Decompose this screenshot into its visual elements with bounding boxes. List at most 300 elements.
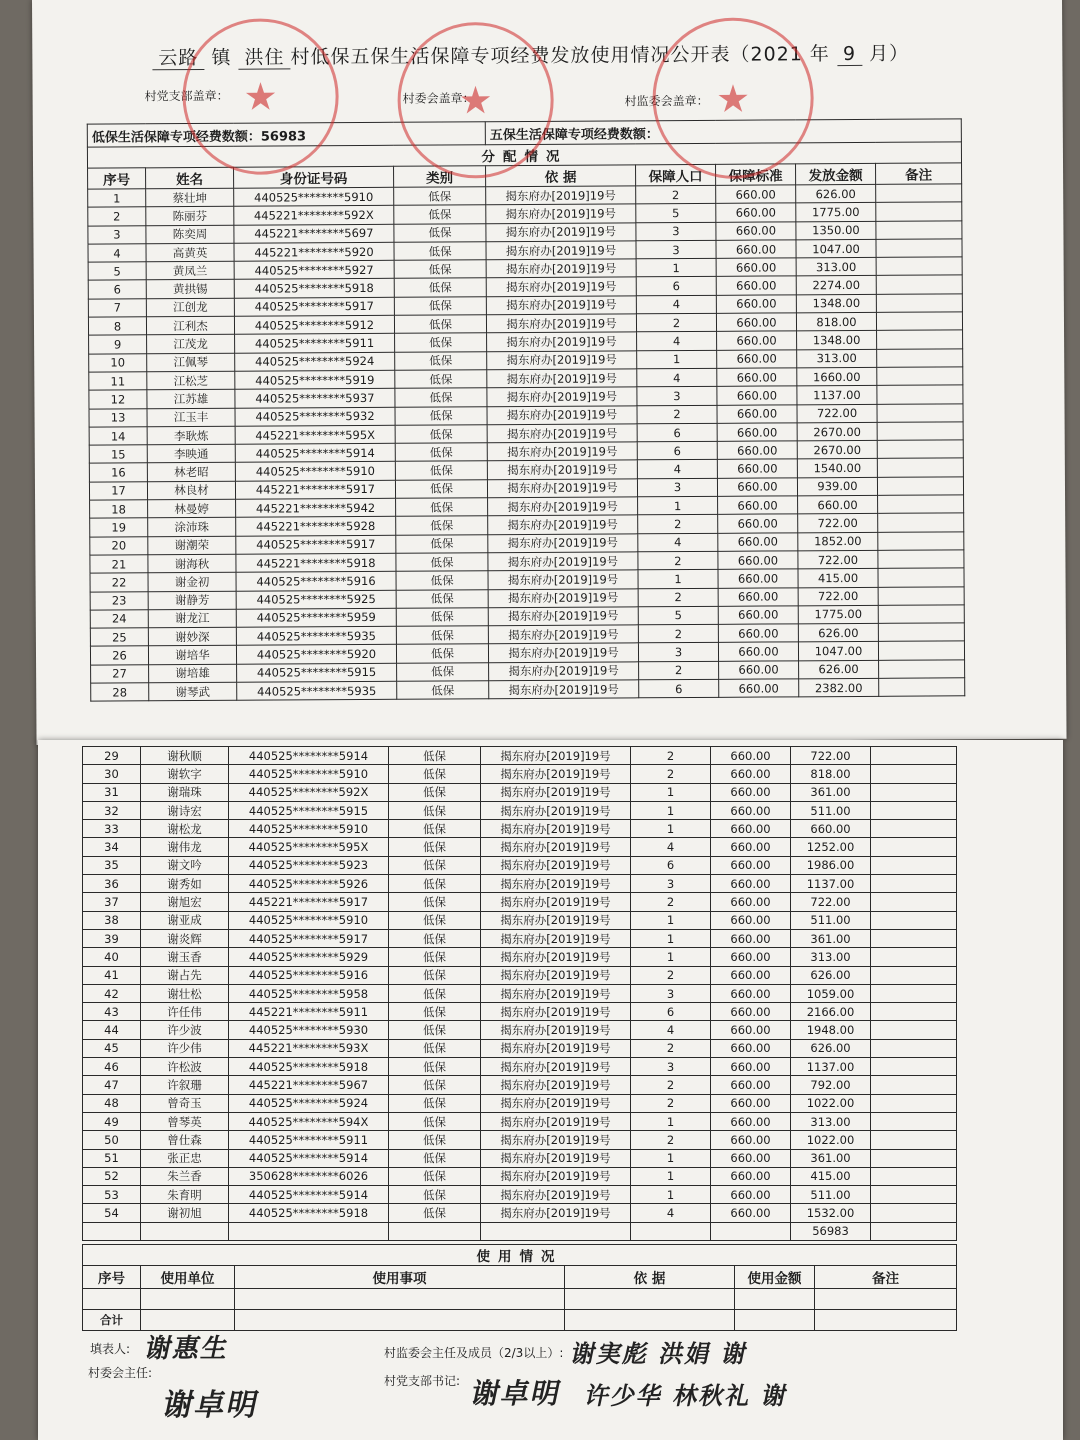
row-number: 15: [89, 445, 147, 464]
person-name: 朱育明: [141, 1186, 229, 1204]
household-size: 2: [638, 551, 718, 570]
table-row: [83, 1076, 957, 1094]
person-name: 许少波: [141, 1021, 229, 1039]
basis: 揭东府办[2019]19号: [481, 875, 631, 893]
village-name: 洪住: [238, 46, 290, 69]
note-cell: [876, 184, 962, 203]
town-name: 云路: [152, 47, 204, 70]
basis: 揭东府办[2019]19号: [487, 442, 637, 461]
note-cell: [877, 477, 963, 496]
basis: 揭东府办[2019]19号: [481, 893, 631, 911]
row-number: 11: [89, 372, 147, 391]
payment-amount: 1137.00: [797, 386, 877, 405]
person-name: 谢壮松: [141, 984, 229, 1002]
distribution-table-part2: [82, 746, 957, 1241]
category: 低保: [395, 351, 487, 370]
basis: 揭东府办[2019]19号: [486, 277, 636, 296]
category: 低保: [397, 681, 489, 700]
note-cell: [876, 220, 962, 239]
person-name: 许任伟: [141, 1003, 229, 1021]
household-size: 3: [637, 478, 717, 497]
table-row: [83, 1186, 957, 1204]
table-row: [83, 1094, 957, 1112]
household-size: 3: [631, 1058, 711, 1076]
category: 低保: [395, 333, 487, 352]
standard-amount: 660.00: [711, 911, 791, 929]
note-cell: [878, 605, 964, 624]
note-cell: [876, 312, 962, 331]
standard-amount: 660.00: [716, 185, 796, 204]
document-page-1: [32, 0, 1067, 745]
row-number: 37: [83, 893, 141, 911]
person-name: 曾琴英: [141, 1112, 229, 1130]
category: 低保: [389, 1058, 481, 1076]
party-seal-label: 村党支部盖章：: [144, 88, 229, 104]
household-size: 1: [638, 496, 718, 515]
person-name: 江创龙: [146, 298, 234, 317]
id-number: 440525********5926: [229, 875, 389, 893]
row-number: 9: [89, 335, 147, 354]
note-cell: [878, 513, 964, 532]
table-row: [83, 948, 957, 966]
category: 低保: [396, 644, 488, 663]
table-row: [91, 678, 965, 702]
standard-amount: 660.00: [717, 368, 797, 387]
category: 低保: [389, 1204, 481, 1222]
note-cell: [871, 1131, 957, 1149]
basis: 揭东府办[2019]19号: [481, 984, 631, 1002]
payment-amount: 626.00: [791, 1039, 871, 1057]
basis: 揭东府办[2019]19号: [487, 350, 637, 369]
category: 低保: [389, 783, 481, 801]
basis: 揭东府办[2019]19号: [481, 1076, 631, 1094]
household-size: 1: [637, 350, 717, 369]
id-number: 440525********5930: [229, 1021, 389, 1039]
id-number: 440525********5919: [235, 370, 395, 389]
dibao-fund-cell: [87, 122, 485, 147]
basis: 揭东府办[2019]19号: [481, 801, 631, 819]
column-header: 类别: [394, 166, 486, 188]
payment-amount: 1660.00: [797, 367, 877, 386]
usage-col-basis: 依 据: [565, 1266, 735, 1289]
standard-amount: 660.00: [717, 459, 797, 478]
id-number: 440525********5915: [237, 663, 397, 682]
title-suffix: 月）: [869, 42, 910, 65]
basis: 揭东府办[2019]19号: [481, 838, 631, 856]
payment-amount: 313.00: [791, 948, 871, 966]
household-size: 4: [637, 332, 717, 351]
person-name: 林曼婷: [148, 499, 236, 518]
id-number: 440525********5924: [229, 1094, 389, 1112]
table-row: [83, 1058, 957, 1076]
basis: 揭东府办[2019]19号: [481, 765, 631, 783]
person-name: 涂沛珠: [148, 518, 236, 537]
person-name: 陈奕周: [146, 225, 234, 244]
category: 低保: [396, 626, 488, 645]
person-name: 黄拱锡: [146, 280, 234, 299]
note-cell: [871, 783, 957, 801]
payment-amount: 1348.00: [797, 331, 877, 350]
row-number: 22: [90, 573, 148, 592]
row-number: 45: [83, 1039, 141, 1057]
person-name: 江玉丰: [147, 408, 235, 427]
supervision-members-label: 村监委会主任及成员（2/3以上）:: [384, 1346, 564, 1360]
basis: 揭东府办[2019]19号: [486, 186, 636, 205]
household-size: 4: [631, 1204, 711, 1222]
row-number: 38: [83, 911, 141, 929]
person-name: 谢龙江: [148, 609, 236, 628]
standard-amount: 660.00: [711, 1167, 791, 1185]
id-number: 440525********5917: [236, 535, 396, 554]
category: 低保: [395, 370, 487, 389]
note-cell: [871, 893, 957, 911]
category: 低保: [389, 1186, 481, 1204]
payment-amount: 1852.00: [798, 532, 878, 551]
note-cell: [876, 239, 962, 258]
standard-amount: 660.00: [711, 893, 791, 911]
usage-col-item: 使用事项: [235, 1266, 565, 1289]
id-number: 440525********5910: [235, 462, 395, 481]
id-number: 440525********5932: [235, 407, 395, 426]
person-name: 林老昭: [147, 463, 235, 482]
note-cell: [878, 550, 964, 569]
table-row: [83, 1167, 957, 1185]
row-number: 7: [88, 299, 146, 318]
category: 低保: [395, 388, 487, 407]
id-number: 440525********5929: [229, 948, 389, 966]
row-number: 44: [83, 1021, 141, 1039]
table-row: [83, 875, 957, 893]
payment-amount: 1137.00: [791, 1058, 871, 1076]
household-size: 6: [637, 423, 717, 442]
row-number: 36: [83, 875, 141, 893]
category: 低保: [389, 984, 481, 1002]
payment-amount: 818.00: [791, 765, 871, 783]
payment-amount: 2670.00: [797, 422, 877, 441]
row-number: 52: [83, 1167, 141, 1185]
usage-col-unit: 使用单位: [141, 1266, 235, 1289]
row-number: 41: [83, 966, 141, 984]
household-size: 2: [631, 1076, 711, 1094]
document-page-2: [38, 740, 1063, 1440]
table-row: [83, 1112, 957, 1130]
category: 低保: [389, 966, 481, 984]
id-number: 440525********595X: [229, 838, 389, 856]
secretary-label: 村党支部书记:: [384, 1374, 461, 1388]
note-cell: [879, 678, 965, 697]
id-number: 440525********5959: [236, 608, 396, 627]
column-header: 备注: [876, 163, 962, 185]
id-number: 445221********5967: [229, 1076, 389, 1094]
category: 低保: [397, 662, 489, 681]
basis: 揭东府办[2019]19号: [487, 369, 637, 388]
payment-amount: 511.00: [791, 911, 871, 929]
id-number: 440525********5910: [229, 820, 389, 838]
note-cell: [871, 856, 957, 874]
page-title: [152, 39, 909, 71]
payment-amount: 1137.00: [791, 875, 871, 893]
category: 低保: [394, 242, 486, 261]
person-name: 陈丽芬: [146, 207, 234, 226]
household-size: 1: [636, 259, 716, 278]
standard-amount: 660.00: [711, 1131, 791, 1149]
table-row: [83, 1021, 957, 1039]
standard-amount: 660.00: [711, 1076, 791, 1094]
member-signatures: 许少华 林秋礼 谢: [582, 1381, 792, 1410]
note-cell: [876, 294, 962, 313]
row-number: 53: [83, 1186, 141, 1204]
id-number: 440525********5924: [235, 352, 395, 371]
month-value: 9: [837, 43, 862, 66]
note-cell: [871, 1058, 957, 1076]
category: 低保: [396, 534, 488, 553]
row-number: 46: [83, 1058, 141, 1076]
person-name: 谢海秋: [148, 554, 236, 573]
basis: 揭东府办[2019]19号: [486, 241, 636, 260]
row-number: 35: [83, 856, 141, 874]
household-size: 2: [631, 1039, 711, 1057]
household-size: 1: [631, 801, 711, 819]
standard-amount: 660.00: [716, 203, 796, 222]
basis: 揭东府办[2019]19号: [487, 460, 637, 479]
person-name: 谢亚成: [141, 911, 229, 929]
note-cell: [871, 1204, 957, 1222]
note-cell: [877, 330, 963, 349]
title-text: 村低保五保生活保障专项经费发放使用情况公开表（2021 年: [290, 43, 830, 69]
category: 低保: [389, 1039, 481, 1057]
category: 低保: [395, 479, 487, 498]
household-size: 6: [639, 679, 719, 698]
note-cell: [877, 458, 963, 477]
usage-col-note: 备注: [815, 1266, 957, 1289]
row-number: 25: [90, 628, 148, 647]
row-number: 10: [89, 353, 147, 372]
star-icon: ★: [458, 78, 493, 123]
payment-amount: 313.00: [791, 1112, 871, 1130]
id-number: 440525********5917: [234, 297, 394, 316]
standard-amount: 660.00: [711, 875, 791, 893]
row-number: 31: [83, 783, 141, 801]
category: 低保: [394, 297, 486, 316]
category: 低保: [389, 747, 481, 765]
category: 低保: [389, 1094, 481, 1112]
payment-amount: 361.00: [791, 783, 871, 801]
household-size: 2: [631, 765, 711, 783]
standard-amount: 660.00: [718, 514, 798, 533]
standard-amount: 660.00: [718, 496, 798, 515]
row-number: 32: [83, 801, 141, 819]
standard-amount: 660.00: [711, 1003, 791, 1021]
id-number: 440525********5914: [235, 443, 395, 462]
person-name: 李耿炼: [147, 426, 235, 445]
household-size: 6: [637, 441, 717, 460]
payment-amount: 1540.00: [797, 459, 877, 478]
committee-seal-label: 村委会盖章：: [402, 91, 475, 106]
payment-amount: 792.00: [791, 1076, 871, 1094]
person-name: 谢瑞珠: [141, 783, 229, 801]
row-number: 40: [83, 948, 141, 966]
standard-amount: 660.00: [717, 386, 797, 405]
row-number: 42: [83, 984, 141, 1002]
basis: 揭东府办[2019]19号: [488, 515, 638, 534]
note-cell: [878, 641, 964, 660]
row-number: 5: [88, 262, 146, 281]
payment-amount: 1059.00: [791, 984, 871, 1002]
person-name: 谢琴武: [149, 682, 237, 701]
basis: 揭东府办[2019]19号: [481, 1003, 631, 1021]
standard-amount: 660.00: [716, 240, 796, 259]
standard-amount: 660.00: [711, 747, 791, 765]
payment-amount: 722.00: [797, 404, 877, 423]
category: 低保: [389, 875, 481, 893]
standard-amount: 660.00: [717, 441, 797, 460]
id-number: 440525********5935: [236, 626, 396, 645]
basis: 揭东府办[2019]19号: [481, 1112, 631, 1130]
id-number: 440525********5910: [234, 187, 394, 206]
category: 低保: [395, 461, 487, 480]
basis: 揭东府办[2019]19号: [489, 680, 639, 699]
person-name: 曾奇玉: [141, 1094, 229, 1112]
category: 低保: [394, 278, 486, 297]
basis: 揭东府办[2019]19号: [488, 607, 638, 626]
person-name: 谢初旭: [141, 1204, 229, 1222]
id-number: 440525********5916: [229, 966, 389, 984]
payment-amount: 660.00: [791, 820, 871, 838]
note-cell: [871, 1039, 957, 1057]
standard-amount: 660.00: [711, 948, 791, 966]
household-size: 2: [639, 661, 719, 680]
category: 低保: [396, 571, 488, 590]
payment-amount: 1986.00: [791, 856, 871, 874]
row-number: 48: [83, 1094, 141, 1112]
payment-amount: 361.00: [791, 1149, 871, 1167]
household-size: 1: [631, 783, 711, 801]
id-number: 445221********5918: [236, 553, 396, 572]
household-size: 6: [631, 1003, 711, 1021]
standard-amount: 660.00: [711, 1039, 791, 1057]
id-number: 440525********5914: [229, 1186, 389, 1204]
category: 低保: [396, 553, 488, 572]
basis: 揭东府办[2019]19号: [488, 533, 638, 552]
payment-amount: 415.00: [798, 569, 878, 588]
note-cell: [877, 367, 963, 386]
category: 低保: [389, 1112, 481, 1130]
basis: 揭东府办[2019]19号: [488, 552, 638, 571]
id-number: 440525********5918: [229, 1058, 389, 1076]
person-name: 谢玉香: [141, 948, 229, 966]
basis: 揭东府办[2019]19号: [487, 424, 637, 443]
usage-col-no: 序号: [83, 1266, 141, 1289]
household-size: 1: [631, 1186, 711, 1204]
id-number: 445221********5917: [229, 893, 389, 911]
person-name: 谢培雄: [149, 664, 237, 683]
id-number: 440525********5911: [229, 1131, 389, 1149]
standard-amount: 660.00: [711, 966, 791, 984]
star-icon: ★: [243, 74, 278, 119]
standard-amount: 660.00: [711, 984, 791, 1002]
row-number: 26: [90, 646, 148, 665]
note-cell: [871, 984, 957, 1002]
category: 低保: [396, 516, 488, 535]
basis: 揭东府办[2019]19号: [486, 222, 636, 241]
basis: 揭东府办[2019]19号: [481, 1094, 631, 1112]
person-name: 许松波: [141, 1058, 229, 1076]
basis: 揭东府办[2019]19号: [487, 332, 637, 351]
household-size: 2: [631, 1131, 711, 1149]
director-label: 村委会主任:: [88, 1366, 153, 1380]
household-size: 3: [631, 875, 711, 893]
basis: 揭东府办[2019]19号: [481, 1058, 631, 1076]
usage-total-label: 合计: [83, 1310, 141, 1331]
row-number: 30: [83, 765, 141, 783]
category: 低保: [395, 406, 487, 425]
payment-amount: 722.00: [798, 550, 878, 569]
note-cell: [877, 385, 963, 404]
payment-amount: 722.00: [791, 893, 871, 911]
id-number: 445221********5942: [236, 498, 396, 517]
payment-amount: 1022.00: [791, 1131, 871, 1149]
note-cell: [878, 568, 964, 587]
household-size: 1: [631, 820, 711, 838]
basis: 揭东府办[2019]19号: [481, 966, 631, 984]
person-name: 谢旭宏: [141, 893, 229, 911]
standard-amount: 660.00: [719, 661, 799, 680]
id-number: 440525********5925: [236, 590, 396, 609]
household-size: 2: [638, 515, 718, 534]
row-number: 19: [90, 518, 148, 537]
dibao-fund-label: 低保生活保障专项经费数额：: [91, 129, 261, 146]
row-number: 27: [91, 665, 149, 684]
household-size: 2: [631, 893, 711, 911]
person-name: 谢静芳: [148, 591, 236, 610]
household-size: 4: [631, 838, 711, 856]
note-cell: [871, 765, 957, 783]
row-number: 50: [83, 1131, 141, 1149]
household-size: 2: [638, 624, 718, 643]
standard-amount: 660.00: [716, 276, 796, 295]
basis: 揭东府办[2019]19号: [486, 259, 636, 278]
payment-amount: 415.00: [791, 1167, 871, 1185]
standard-amount: 660.00: [711, 1149, 791, 1167]
usage-section-title: 使用情况: [83, 1245, 957, 1266]
director-signature: 谢卓明: [159, 1388, 263, 1423]
dibao-fund-amount: 56983: [260, 128, 307, 145]
column-header: 保障人口: [636, 164, 716, 185]
payment-amount: 2166.00: [791, 1003, 871, 1021]
note-cell: [876, 275, 962, 294]
basis: 揭东府办[2019]19号: [481, 856, 631, 874]
id-number: 440525********5910: [229, 765, 389, 783]
household-size: 1: [631, 911, 711, 929]
payment-amount: 626.00: [798, 623, 878, 642]
household-size: 1: [638, 570, 718, 589]
basis: 揭东府办[2019]19号: [481, 911, 631, 929]
person-name: 谢诗宏: [141, 801, 229, 819]
basis: 揭东府办[2019]19号: [488, 570, 638, 589]
standard-amount: 660.00: [717, 423, 797, 442]
table-row: [83, 893, 957, 911]
standard-amount: 660.00: [711, 801, 791, 819]
standard-amount: 660.00: [716, 295, 796, 314]
person-name: 高黄英: [146, 243, 234, 262]
person-name: 谢潮荣: [148, 536, 236, 555]
person-name: 许叙珊: [141, 1076, 229, 1094]
note-cell: [877, 440, 963, 459]
standard-amount: 660.00: [717, 350, 797, 369]
table-row: [83, 1204, 957, 1222]
basis: 揭东府办[2019]19号: [481, 1149, 631, 1167]
note-cell: [871, 838, 957, 856]
